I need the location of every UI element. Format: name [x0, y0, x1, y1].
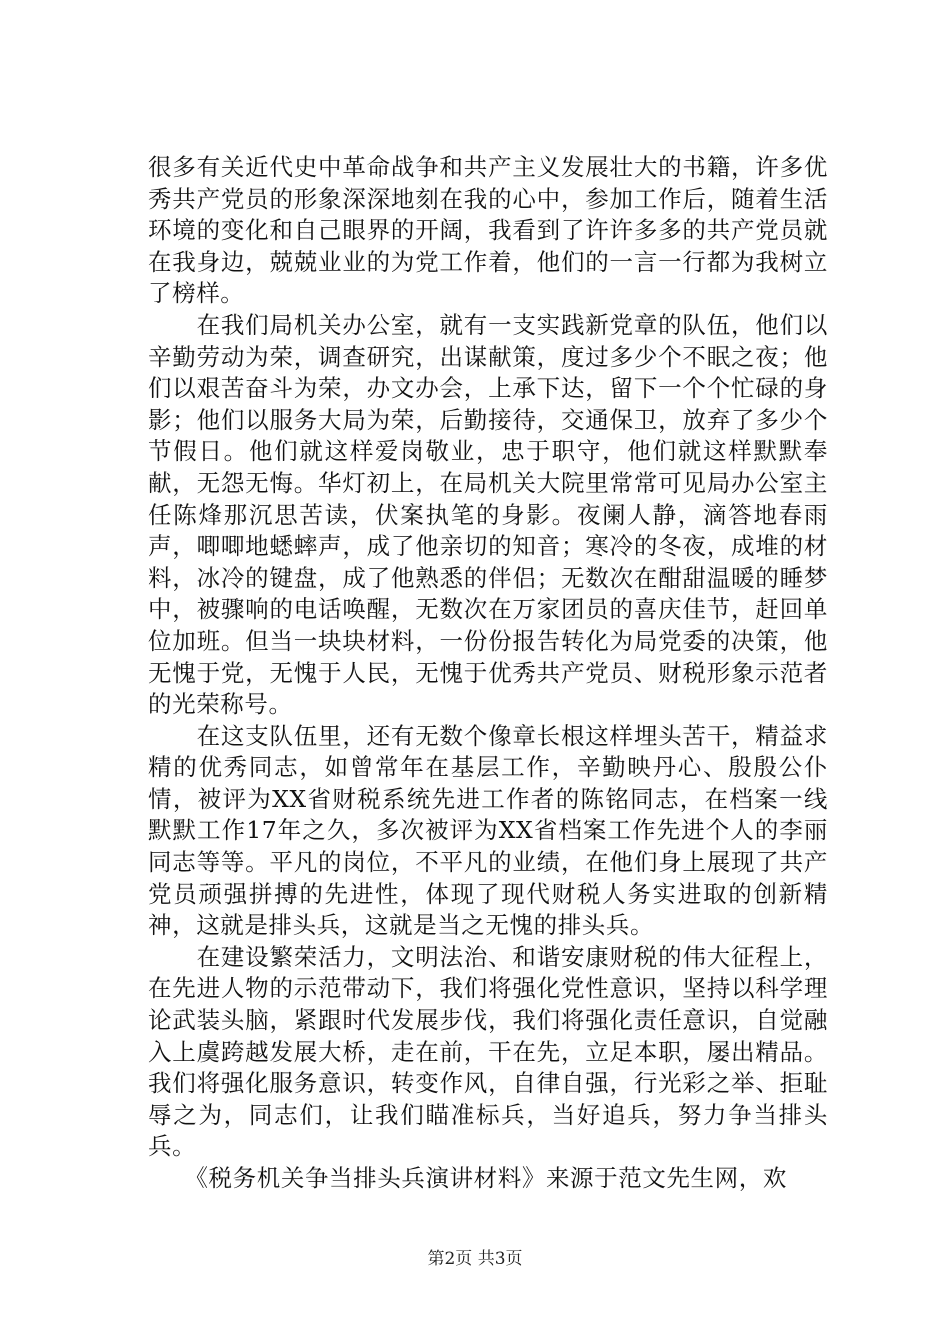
paragraph-1: 很多有关近代史中革命战争和共产主义发展壮大的书籍，许多优秀共产党员的形象深深地刻在我的心中，参加工作后，随着生活环境的变化和自己眼界的开阔，我看到了许许多多的共产党员就在我身边，兢兢业业的为党工作着，他们的一言一行都为我树立了榜样。	[148, 153, 828, 308]
paragraph-4: 在建设繁荣活力，文明法治、和谐安康财税的伟大征程上，在先进人物的示范带动下，我们将强化党性意识，坚持以科学理论武装头脑，紧跟时代发展步伐，我们将强化责任意识，自觉融入上虞跨越发展大桥，走在前，干在先，立足本职，屡出精品。我们将强化服务意识，转变作风，自律自强，行光彩之举、拒耻辱之为，同志们，让我们瞄准标兵，当好追兵，努力争当排头兵。	[148, 942, 828, 1161]
document-body	[148, 152, 828, 1195]
paragraph-3: 在这支队伍里，还有无数个像章长根这样埋头苦干，精益求精的优秀同志，如曾常年在基层工作，辛勤映丹心、殷殷公仆情，被评为XX省财税系统先进工作者的陈铭同志，在档案一线默默工作17年之久，多次被评为XX省档案工作先进个人的李丽同志等等。平凡的岗位，不平凡的业绩，在他们身上展现了共产党员顽强拼搏的先进性，体现了现代财税人务实进取的创新精神，这就是排头兵，这就是当之无愧的排头兵。	[148, 721, 828, 940]
page-number-footer: 第2页 共3页	[427, 1249, 523, 1269]
paragraph-5: 《税务机关争当排头兵演讲材料》来源于范文先生网，欢	[148, 1164, 787, 1192]
paragraph-2: 在我们局机关办公室，就有一支实践新党章的队伍，他们以辛勤劳动为荣，调查研究，出谋献策，度过多少个不眠之夜；他们以艰苦奋斗为荣，办文办会，上承下达，留下一个个忙碌的身影；他们以服务大局为荣，后勤接待，交通保卫，放弃了多少个节假日。他们就这样爱岗敬业，忠于职守，他们就这样默默奉献，无怨无悔。华灯初上，在局机关大院里常常可见局办公室主任陈烽那沉思苦读，伏案执笔的身影。夜阑人静，滴答地春雨声，唧唧地蟋蟀声，成了他亲切的知音；寒冷的冬夜，成堆的材料，冰冷的键盘，成了他熟悉的伴侣；无数次在酣甜温暖的睡梦中，被骤响的电话唤醒，无数次在万家团员的喜庆佳节，赶回单位加班。但当一块块材料，一份份报告转化为局党委的决策，他无愧于党，无愧于人民，无愧于优秀共产党员、财税形象示范者的光荣称号。	[148, 310, 828, 719]
